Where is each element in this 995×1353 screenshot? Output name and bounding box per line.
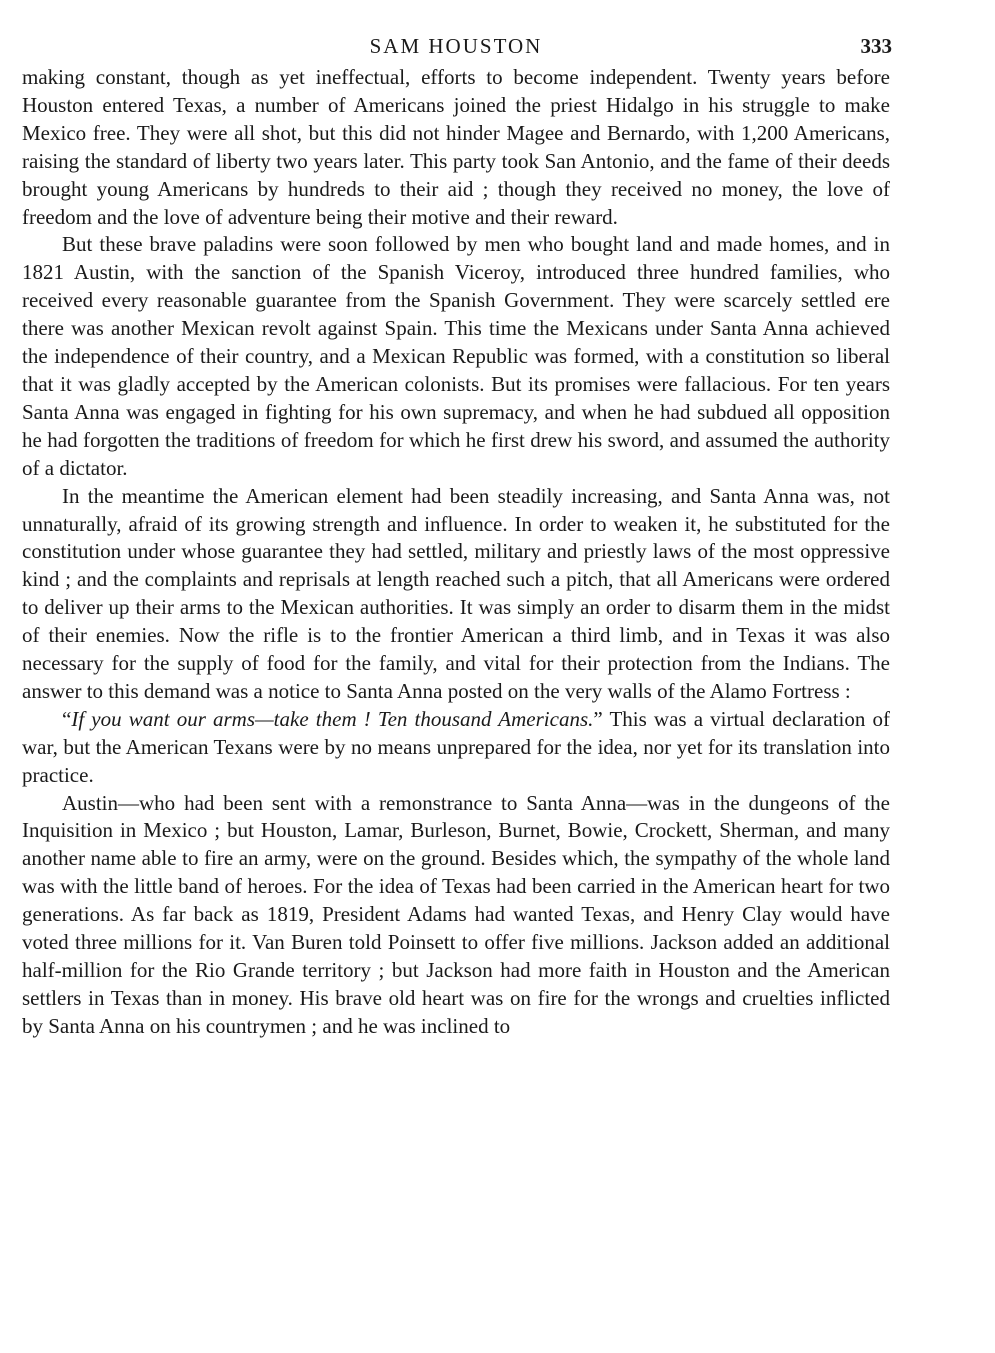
running-head (22, 34, 890, 64)
paragraph-3: In the meantime the American element had been steadily increasing, and Santa Anna was, not unnaturally, afraid of its growing strength and influence. In order to weaken it, he substituted for the constitution under whose guarantee they had settled, military and priestly laws of the most oppressive kind ; and the complaints and reprisals at length reached such a pitch, that all Americans were ordered to deliver up their arms to the Mexican authorities. It was simply an order to disarm them in the midst of their enemies. Now the rifle is to the frontier American a third limb, and in Texas it was also necessary for the supply of food for the family, and vital for their protection from the Indians. The answer to this demand was a notice to Santa Anna posted on the very walls of the Alamo Fortress : (22, 483, 890, 703)
paragraph-2: But these brave paladins were soon followed by men who bought land and made homes, and in 1821 Austin, with the sanction of the Spanish Viceroy, introduced three hundred families, who received every reasonable guarantee from the Spanish Government. They were scarcely settled ere there was another Mexican revolt against Spain. This time the Mexicans under Santa Anna achieved the independence of their country, and a Mexican Republic was formed, with a constitution so liberal that it was gladly accepted by the American colonists. But its promises were fallacious. For ten years Santa Anna was engaged in fighting for his own supremacy, and when he had subdued all opposition he had forgotten the traditions of freedom for which he first drew his sword, and assumed the authority of a dictator. (22, 232, 890, 480)
body-text (22, 64, 890, 1041)
quote-open-mark: “ (62, 706, 72, 731)
paragraph-5: Austin—who had been sent with a remonstrance to Santa Anna—was in the dungeons of the Inquisition in Mexico ; but Houston, Lamar, Burleson, Burnet, Bowie, Crockett, Sherman, and many another name able to fire an army, were on the ground. Besides which, the sympathy of the whole land was with the little band of heroes. For the idea of Texas had been carried in the American heart for two generations. As far back as 1819, President Adams had wanted Texas, and Henry Clay would have voted three millions for it. Van Buren told Poinsett to offer five millions. Jackson added an additional half-million for the Rio Grande territory ; but Jackson had more faith in Houston and the American settlers in Texas than in money. His brave old heart was on fire for the wrongs and cruelties inflicted by Santa Anna on his countrymen ; and he was inclined to (22, 790, 890, 1038)
book-page (22, 34, 890, 1041)
quoted-notice: If you want our arms—take them ! Ten thousand Americans. (71, 706, 594, 731)
quote-close-mark: ” (593, 706, 603, 731)
quote-continuation: This was a virtual declaration of war, but the American Texans were by no means unprepared for the idea, nor yet for its translation into practice. (22, 706, 890, 787)
quote-paragraph (22, 706, 890, 790)
running-title: SAM HOUSTON (369, 34, 543, 58)
paragraph-1: making constant, though as yet ineffectual, efforts to become independent. Twenty years before Houston entered Texas, a number of Americans joined the priest Hidalgo in his struggle to make Mexico free. They were all shot, but this did not hinder Magee and Bernardo, with 1,200 Americans, raising the standard of liberty two years later. This party took San Antonio, and the fame of their deeds brought young Americans by hundreds to their aid ; though they received no money, the love of freedom and the love of adventure being their motive and their reward. (22, 65, 890, 229)
page-number: 333 (860, 34, 892, 58)
